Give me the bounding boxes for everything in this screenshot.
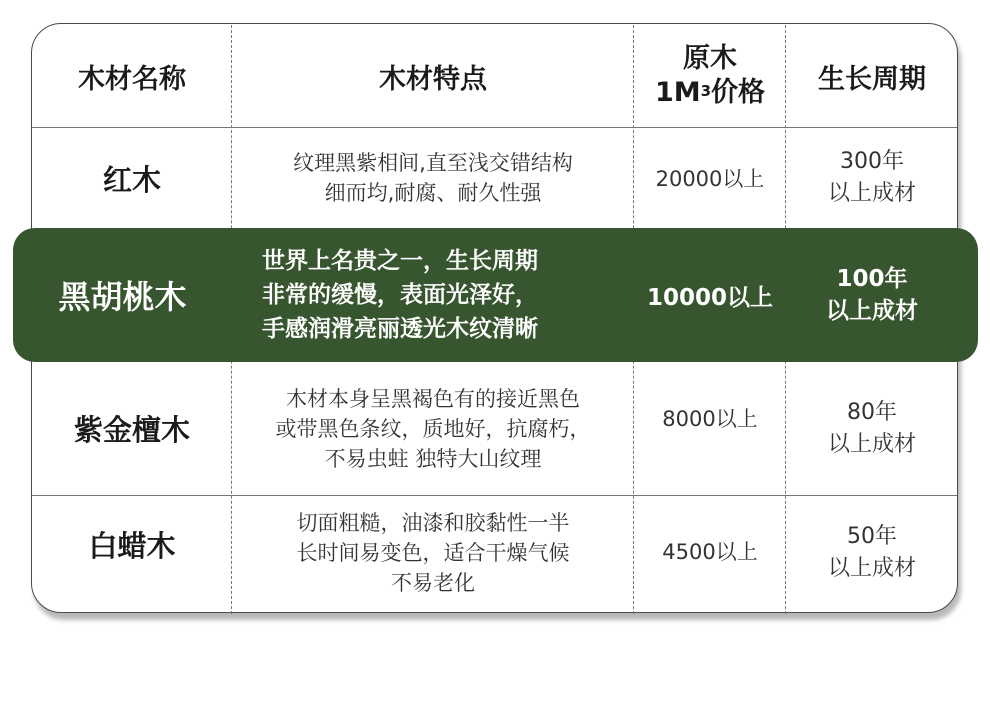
row-name: 红木	[102, 162, 161, 197]
row-feature: 木材本身呈黑褐色有的接近黑色 或带黑色条纹，质地好，抗腐朽， 不易虫蛀 独特大山纹理	[275, 386, 591, 471]
header-wood-name: 木材名称	[78, 63, 186, 95]
row-growth-cycle: 300年 以上成材	[827, 149, 916, 206]
row-name: 白蜡木	[88, 528, 176, 563]
row-price: 10000以上	[646, 284, 774, 311]
header-price: 原木 $1M^3$价格	[654, 43, 766, 108]
row-feature: 世界上名贵之一，生长周期 非常的缓慢，表面光泽好， 手感润滑亮丽透光木纹清晰	[262, 248, 538, 342]
header-wood-feature: 木材特点	[379, 63, 487, 95]
row-growth-cycle: 80年 以上成材	[827, 399, 916, 457]
row-name: 紫金檀木	[73, 413, 190, 447]
row-price: 8000以上	[662, 407, 758, 431]
row-price: 20000以上	[655, 167, 765, 191]
header-growth-cycle: 生长周期	[818, 63, 926, 95]
row-growth-cycle: 100年 以上成材	[826, 266, 918, 324]
row-feature: 切面粗糙，油漆和胶黏性一半 长时间易变色，适合干燥气候 不易老化	[296, 511, 570, 595]
row-name: 黑胡桃木	[58, 278, 187, 316]
row-feature: 纹理黑紫相间,直至浅交错结构 细而均,耐腐、耐久性强	[293, 151, 573, 205]
row-growth-cycle: 50年 以上成材	[827, 524, 916, 581]
row-price: 4500以上	[662, 540, 758, 564]
